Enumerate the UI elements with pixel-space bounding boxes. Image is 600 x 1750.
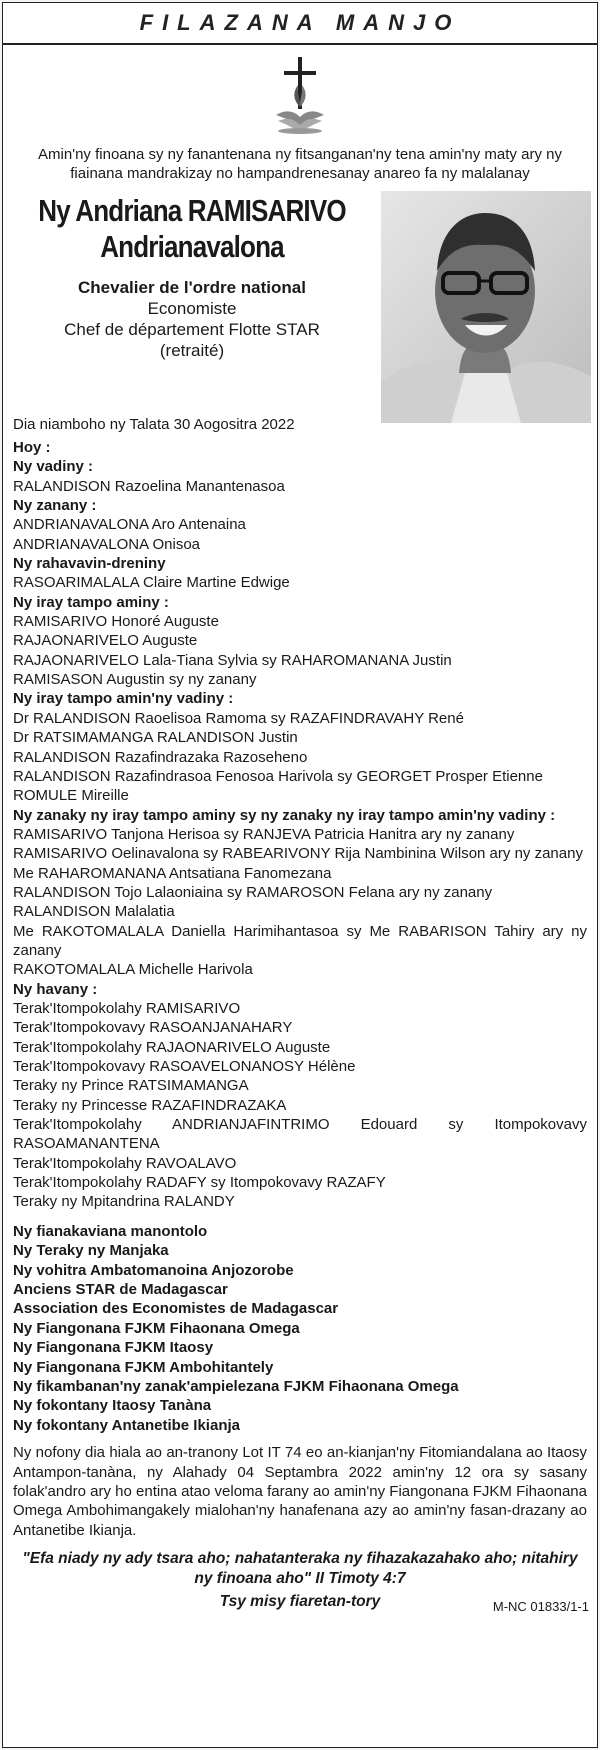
family-member: RAKOTOMALALA Michelle Harivola: [13, 961, 253, 979]
family-member: Teraky ny Prince RATSIMAMANGA: [13, 1077, 249, 1095]
deceased-name: Ny Andriana RAMISARIVO: [38, 193, 346, 228]
family-heading: Hoy :: [13, 439, 51, 456]
family-member: Terak'Itompokovavy RASOANJANAHARY: [13, 1019, 293, 1037]
family-heading: Ny zanaky ny iray tampo aminy sy ny zanaky ny iray tampo amin'ny vadiny :: [13, 806, 556, 824]
family-member: ANDRIANAVALONA Aro Antenaina: [13, 516, 246, 534]
family-list: [3, 438, 597, 1212]
organizations-list: [3, 1222, 597, 1435]
family-member: RASOARIMALALA Claire Martine Edwige: [13, 574, 290, 592]
family-member: Terak'Itompokolahy ANDRIANJAFINTRIMO Edouard sy Itompokovavy RASOAMANANTENA: [13, 1116, 587, 1153]
organization: Ny fokontany Antanetibe Ikianja: [13, 1416, 240, 1434]
family-member: RAMISARIVO Tanjona Herisoa sy RANJEVA Patricia Hanitra ary ny zanany: [13, 825, 515, 843]
family-member: Terak'Itompokolahy RAMISARIVO: [13, 999, 241, 1017]
family-member: Teraky ny Princesse RAZAFINDRAZAKA: [13, 1096, 287, 1114]
family-member: RAJAONARIVELO Lala-Tiana Sylvia sy RAHAROMANANA Justin: [13, 651, 452, 669]
intro-text: Amin'ny finoana sy ny fanantenana ny fitsanganan'ny tena amin'ny maty ary ny fiainana mandrakizay no hampandrenesanay anareo fa ny malalanay: [38, 146, 562, 182]
family-member: RALANDISON Razoelina Manantenasoa: [13, 477, 285, 495]
family-member: RAMISARIVO Oelinavalona sy RABEARIVONY Rija Nambinina Wilson ary ny zanany: [13, 845, 583, 863]
family-member: RAJAONARIVELO Auguste: [13, 632, 198, 650]
family-member: RALANDISON Tojo Lalaoniaina sy RAMAROSON Felana ary ny zanany: [13, 883, 493, 901]
title-line: Chef de département Flotte STAR: [64, 320, 320, 339]
family-heading: Ny zanany :: [13, 497, 97, 515]
family-member: Terak'Itompokolahy RAJAONARIVELO Auguste: [13, 1038, 331, 1056]
bible-quote: "Efa niady ny ady tsara aho; nahatanteraka ny fihazakazahako aho; nitahiry ny finoana aho" II Timoty 4:7: [22, 1550, 578, 1588]
obituary-frame: [2, 2, 598, 1748]
organization: Ny Fiangonana FJKM Itaosy: [13, 1339, 214, 1357]
organization: Ny fokontany Itaosy Tanàna: [13, 1397, 212, 1415]
family-member: Teraky ny Mpitandrina RALANDY: [13, 1193, 235, 1211]
deceased-name-line2: Andrianavalona: [100, 229, 284, 264]
family-member: ROMULE Mireille: [13, 787, 129, 805]
organization: Ny Teraky ny Manjaka: [13, 1242, 169, 1260]
title-decoration: Chevalier de l'ordre national: [78, 278, 306, 297]
death-date: Dia niamboho ny Talata 30 Aogositra 2022: [13, 416, 295, 433]
reference-code: M-NC 01833/1-1: [492, 1599, 589, 1615]
family-member: ANDRIANAVALONA Onisoa: [13, 535, 201, 553]
family-member: RALANDISON Razafindrazaka Razoseheno: [13, 748, 308, 766]
title-line: Economiste: [147, 299, 237, 318]
organization: Ny fikambanan'ny zanak'ampielezana FJKM Fihaonana Omega: [13, 1378, 459, 1395]
funeral-notice: Ny nofony dia hiala ao an-tranony Lot IT 74 eo an-kianjan'ny Fitomiandalana ao Itaosy Antampon-tanàna, ny Alahady 04 Septambra 2022 amin'ny 12 ora sy sasany folak'andro ary ho entina atao veloma farany ao amin'ny Fiangonana FJKM Fihaonana Omega Ambohimangakely mialohan'ny hanafenana azy ao amin'ny fasan-drazany ao Antanetibe Ikianja.: [13, 1444, 587, 1539]
organization: Ny fianakaviana manontolo: [13, 1222, 208, 1240]
family-member: RAMISARIVO Honoré Auguste: [13, 613, 219, 631]
family-member: Me RAKOTOMALALA Daniella Harimihantasoa sy Me RABARISON Tahiry ary ny zanany: [13, 922, 587, 959]
family-heading: Ny vadiny :: [13, 458, 94, 476]
family-member: Me RAHAROMANANA Antsatiana Fanomezana: [13, 864, 332, 882]
family-member: Dr RALANDISON Raoelisoa Ramoma sy RAZAFINDRAVAHY René: [13, 709, 464, 727]
family-heading: Ny havany :: [13, 980, 98, 998]
family-member: RAMISASON Augustin sy ny zanany: [13, 671, 257, 689]
organization: Ny Fiangonana FJKM Ambohitantely: [13, 1358, 274, 1376]
organization: Ny vohitra Ambatomanoina Anjozorobe: [13, 1261, 294, 1279]
family-member: Terak'Itompokolahy RADAFY sy Itompokovavy RAZAFY: [13, 1174, 386, 1192]
organization: Anciens STAR de Madagascar: [13, 1280, 228, 1298]
cross-icon: [3, 55, 597, 135]
footer: [3, 1593, 597, 1619]
closing-line: Tsy misy fiaretan-tory: [219, 1593, 381, 1611]
family-member: Terak'Itompokolahy RAVOALAVO: [13, 1154, 237, 1172]
family-heading: Ny rahavavin-dreniny: [13, 555, 166, 573]
family-member: Terak'Itompokovavy RASOAVELONANOSY Hélène: [13, 1058, 356, 1075]
title-line: (retraité): [159, 341, 225, 360]
organization: Ny Fiangonana FJKM Fihaonana Omega: [13, 1319, 300, 1337]
family-member: Dr RATSIMAMANGA RALANDISON Justin: [13, 729, 298, 747]
family-heading: Ny iray tampo aminy :: [13, 593, 169, 611]
organization: Association des Economistes de Madagascar: [13, 1300, 339, 1318]
family-heading: Ny iray tampo amin'ny vadiny :: [13, 690, 234, 708]
name-block: [3, 193, 381, 361]
portrait-photo: [381, 191, 591, 423]
family-member: RALANDISON Malalatia: [13, 903, 175, 921]
family-member: RALANDISON Razafindrasoa Fenosoa Harivola sy GEORGET Prosper Etienne: [13, 767, 543, 785]
deceased-titles: [3, 277, 381, 361]
header-title: FILAZANA MANJO: [3, 3, 597, 45]
deceased-block: [3, 183, 597, 438]
